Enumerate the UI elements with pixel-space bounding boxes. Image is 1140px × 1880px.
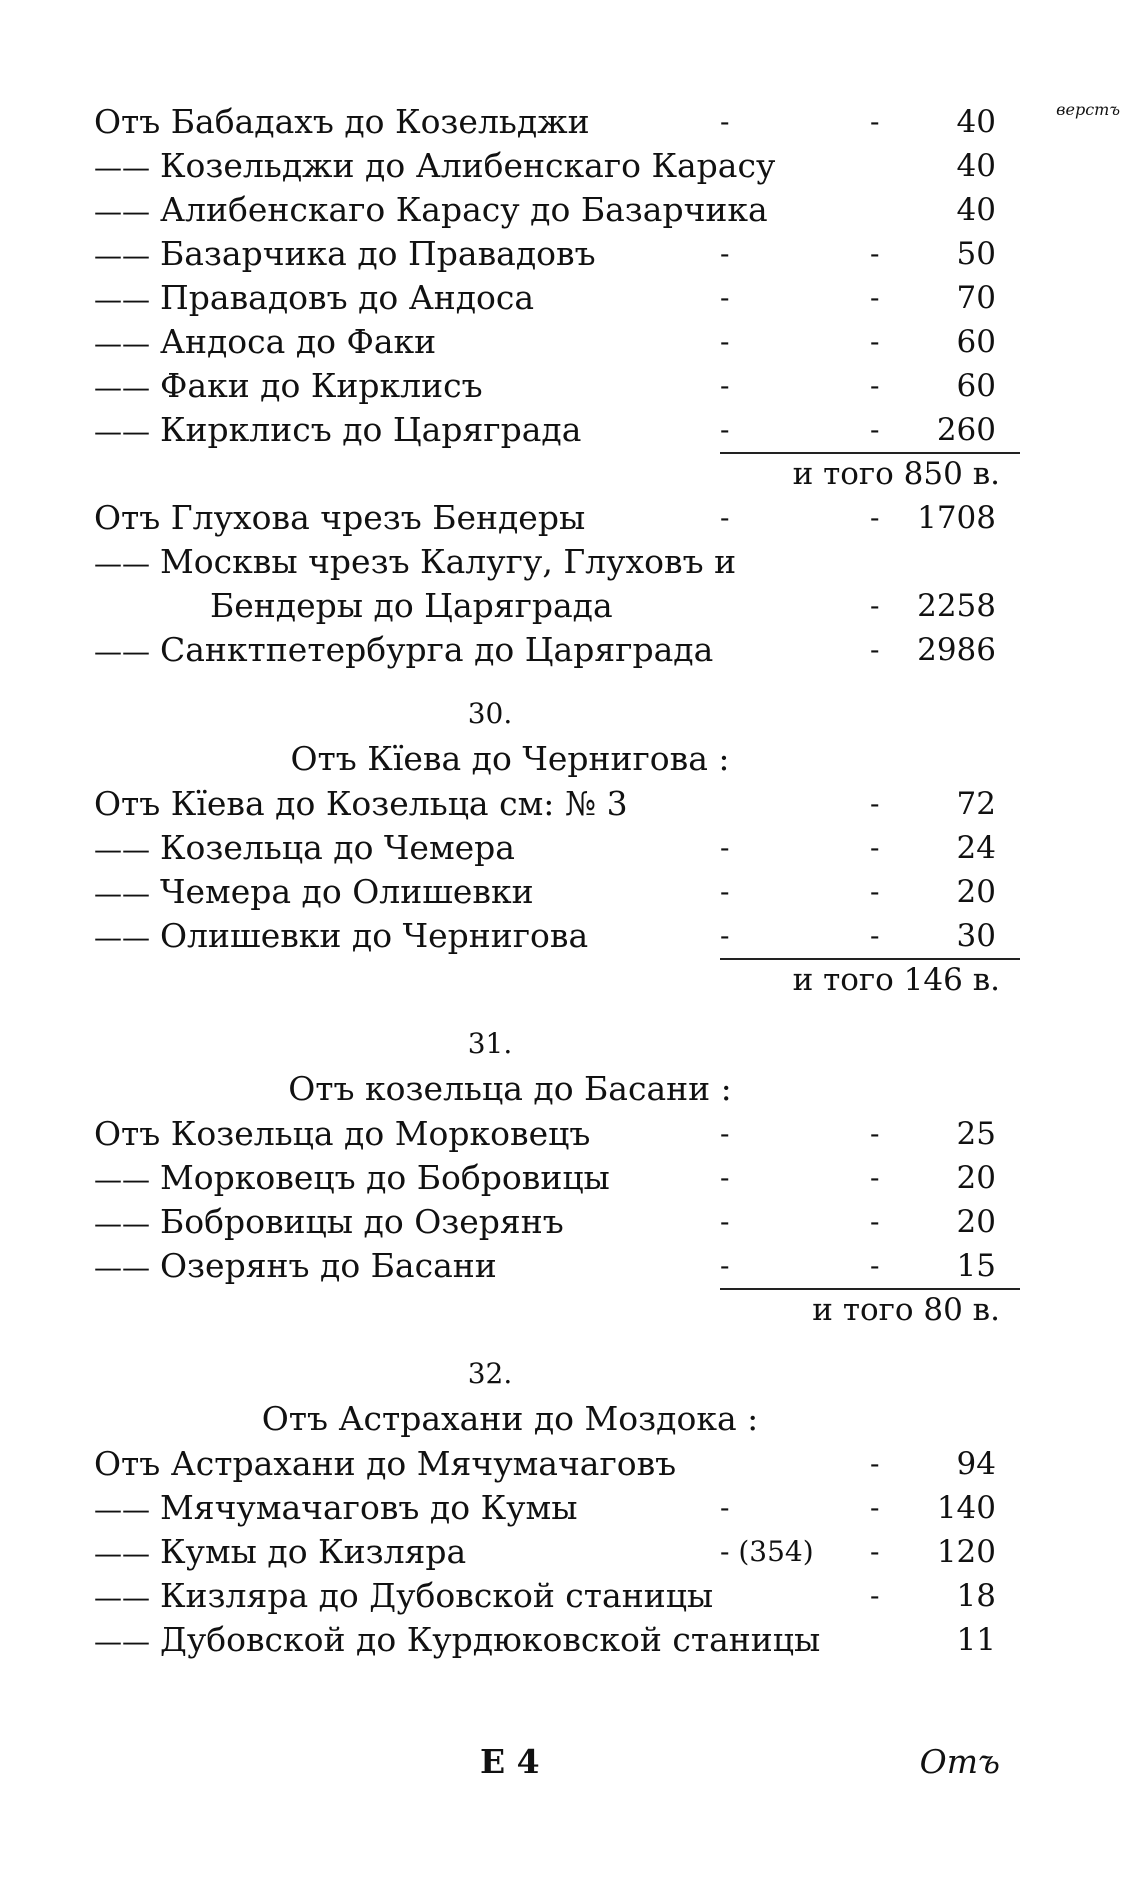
leader-mark: - — [720, 369, 730, 402]
leader-mark: - (354) — [720, 1535, 814, 1568]
leader-mark: - — [870, 633, 880, 666]
total-block — [80, 1288, 1020, 1332]
route-name: Дубовской до Курдюковской станицы — [160, 1620, 821, 1659]
route-name: Отъ Бабадахъ до Козельджи — [94, 102, 590, 141]
distance-value: 72 — [956, 786, 996, 822]
route-place — [94, 364, 483, 410]
leader-mark: - — [870, 237, 880, 270]
route-place — [94, 826, 515, 872]
leader-mark: - — [720, 325, 730, 358]
route-name: Отъ Козельца до Морковецъ — [94, 1114, 591, 1153]
route-place — [94, 540, 736, 586]
section-number: 31. — [467, 1027, 513, 1060]
route-place — [210, 584, 613, 628]
route-place — [94, 914, 588, 960]
route-name: Козельца до Чемера — [160, 828, 515, 867]
leader-dash: —— — [94, 1537, 150, 1570]
route-name: Бендеры до Царяграда — [210, 586, 613, 625]
catchword: Отъ — [919, 1742, 1000, 1781]
leader-dash: —— — [94, 1625, 150, 1658]
route-place — [94, 1486, 577, 1532]
route-place — [94, 100, 590, 144]
page-footer — [80, 1740, 1020, 1784]
route-place — [94, 188, 768, 234]
distance-value: 24 — [956, 830, 996, 866]
distance-value: 94 — [956, 1446, 996, 1482]
distance-value: 15 — [956, 1248, 996, 1284]
distance-value: 20 — [956, 1160, 996, 1196]
route-row — [80, 1156, 1020, 1200]
route-name: Морковецъ до Бобровицы — [160, 1158, 610, 1197]
route-row — [80, 144, 1020, 188]
route-place — [94, 628, 713, 674]
leader-dash: —— — [94, 195, 150, 228]
leader-mark: - — [720, 413, 730, 446]
leader-mark: - — [720, 1491, 730, 1524]
leader-dash: —— — [94, 239, 150, 272]
route-row — [80, 364, 1020, 408]
route-row — [80, 1244, 1020, 1288]
route-row — [80, 496, 1020, 540]
route-row — [80, 584, 1020, 628]
section-title: Отъ Астрахани до Моздока : — [261, 1399, 759, 1438]
leader-dash: —— — [94, 877, 150, 910]
route-name: Чемера до Олишевки — [160, 872, 534, 911]
route-row — [80, 408, 1020, 452]
distance-value: 11 — [956, 1622, 996, 1658]
leader-dash: —— — [94, 283, 150, 316]
route-name: Москвы чрезъ Калугу, Глуховъ и — [160, 542, 737, 581]
leader-mark: - — [870, 919, 880, 952]
route-row — [80, 320, 1020, 364]
route-row — [80, 1574, 1020, 1618]
leader-mark: - — [870, 589, 880, 622]
route-row — [80, 914, 1020, 958]
leader-mark: - — [870, 1161, 880, 1194]
leader-mark: - — [870, 501, 880, 534]
section-title: Отъ Кїева до Чернигова : — [290, 739, 730, 778]
distance-value: 60 — [956, 368, 996, 404]
leader-dash: —— — [94, 635, 150, 668]
distance-value: 1708 — [917, 500, 996, 536]
sum-total: и того 146 в. — [792, 962, 1000, 998]
leader-mark: - — [720, 1161, 730, 1194]
leader-dash: —— — [94, 1163, 150, 1196]
leader-mark: - — [870, 1535, 880, 1568]
distance-table — [80, 100, 1020, 1662]
route-row — [80, 1530, 1020, 1574]
distance-value: 140 — [936, 1490, 996, 1526]
route-name: Факи до Кирклисъ — [160, 366, 483, 405]
leader-dash: —— — [94, 1493, 150, 1526]
sum-total: и того 850 в. — [792, 456, 1000, 492]
route-name: Отъ Кїева до Козельца см: № 3 — [94, 784, 628, 823]
distance-value: 50 — [956, 236, 996, 272]
leader-mark: - — [870, 1117, 880, 1150]
total-block — [80, 958, 1020, 1002]
route-name: Кирклисъ до Царяграда — [160, 410, 582, 449]
distance-value: 2258 — [917, 588, 996, 624]
route-name: Озерянъ до Басани — [160, 1246, 497, 1285]
leader-mark: - — [720, 1117, 730, 1150]
route-row — [80, 1442, 1020, 1486]
leader-mark: - — [870, 105, 880, 138]
route-row — [80, 1112, 1020, 1156]
leader-dash: —— — [94, 415, 150, 448]
route-place — [94, 1442, 676, 1486]
route-place — [94, 1618, 820, 1664]
route-place — [94, 320, 436, 366]
leader-dash: —— — [94, 921, 150, 954]
leader-dash: —— — [94, 1207, 150, 1240]
route-place — [94, 408, 581, 454]
distance-value: 40 — [956, 148, 996, 184]
route-place — [94, 496, 585, 540]
leader-dash: —— — [94, 1251, 150, 1284]
leader-mark: - — [870, 1205, 880, 1238]
leader-dash: —— — [94, 547, 150, 580]
leader-dash: —— — [94, 151, 150, 184]
leader-mark: - — [720, 1249, 730, 1282]
route-name: Алибенскаго Карасу до Базарчика — [160, 190, 768, 229]
route-place — [94, 1244, 497, 1290]
route-row — [80, 1618, 1020, 1662]
leader-dash: —— — [94, 371, 150, 404]
route-row — [80, 1200, 1020, 1244]
leader-mark: - — [870, 413, 880, 446]
route-place — [94, 1530, 466, 1576]
distance-value: 70 — [956, 280, 996, 316]
sum-total: и того 80 в. — [812, 1292, 1000, 1328]
route-place — [94, 1112, 590, 1156]
route-name: Кизляра до Дубовской станицы — [160, 1576, 714, 1615]
leader-mark: - — [720, 1205, 730, 1238]
route-place — [94, 870, 534, 916]
distance-value: 18 — [956, 1578, 996, 1614]
leader-mark: - — [870, 1579, 880, 1612]
route-name: Санктпетербурга до Царяграда — [160, 630, 714, 669]
route-row — [80, 870, 1020, 914]
route-row — [80, 628, 1020, 672]
leader-mark: - — [720, 919, 730, 952]
route-name: Правадовъ до Андоса — [160, 278, 535, 317]
section-title: Отъ козельца до Басани : — [288, 1069, 732, 1108]
route-place — [94, 782, 628, 826]
distance-value: 30 — [956, 918, 996, 954]
leader-mark: - — [870, 1491, 880, 1524]
route-name: Бобровицы до Озерянъ — [160, 1202, 564, 1241]
route-name: Кумы до Кизляра — [160, 1532, 467, 1571]
leader-mark: - — [720, 501, 730, 534]
distance-value: 260 — [936, 412, 996, 448]
unit-header: верстъ — [1056, 100, 1120, 119]
route-row — [80, 826, 1020, 870]
route-place — [94, 1574, 713, 1620]
route-name: Отъ Глухова чрезъ Бендеры — [94, 498, 586, 537]
leader-mark: - — [870, 1447, 880, 1480]
distance-value: 40 — [956, 104, 996, 140]
route-place — [94, 1200, 564, 1246]
leader-mark: - — [720, 831, 730, 864]
route-row — [80, 782, 1020, 826]
route-name: Андоса до Факи — [160, 322, 437, 361]
distance-value: 2986 — [917, 632, 996, 668]
route-place — [94, 144, 775, 190]
route-name: Отъ Астрахани до Мячумачаговъ — [94, 1444, 677, 1483]
section-number: 30. — [467, 697, 513, 730]
route-name: Козельджи до Алибенскаго Карасу — [160, 146, 776, 185]
leader-mark: - — [720, 105, 730, 138]
leader-dash: —— — [94, 327, 150, 360]
route-row — [80, 232, 1020, 276]
route-row — [80, 188, 1020, 232]
distance-value: 40 — [956, 192, 996, 228]
leader-dash: —— — [94, 833, 150, 866]
route-row — [80, 276, 1020, 320]
leader-mark: - — [870, 831, 880, 864]
leader-mark: - — [720, 875, 730, 908]
route-name: Мячумачаговъ до Кумы — [160, 1488, 578, 1527]
leader-mark: - — [870, 369, 880, 402]
signature-mark: Е 4 — [480, 1742, 540, 1781]
distance-value: 120 — [936, 1534, 996, 1570]
leader-dash: —— — [94, 1581, 150, 1614]
leader-mark: - — [720, 237, 730, 270]
leader-mark: - — [870, 325, 880, 358]
route-row — [80, 1486, 1020, 1530]
leader-mark: - — [870, 281, 880, 314]
distance-value: 20 — [956, 1204, 996, 1240]
route-place — [94, 1156, 610, 1202]
section-number: 32. — [467, 1357, 513, 1390]
route-row — [80, 540, 1020, 584]
route-name: Олишевки до Чернигова — [160, 916, 589, 955]
route-place — [94, 276, 534, 322]
leader-mark: - — [870, 875, 880, 908]
distance-value: 60 — [956, 324, 996, 360]
route-row — [80, 100, 1020, 144]
distance-value: 20 — [956, 874, 996, 910]
leader-mark: - — [870, 787, 880, 820]
route-name: Базарчика до Правадовъ — [160, 234, 596, 273]
total-block — [80, 452, 1020, 496]
distance-value: 25 — [956, 1116, 996, 1152]
route-place — [94, 232, 596, 278]
leader-mark: - — [870, 1249, 880, 1282]
leader-mark: - — [720, 281, 730, 314]
